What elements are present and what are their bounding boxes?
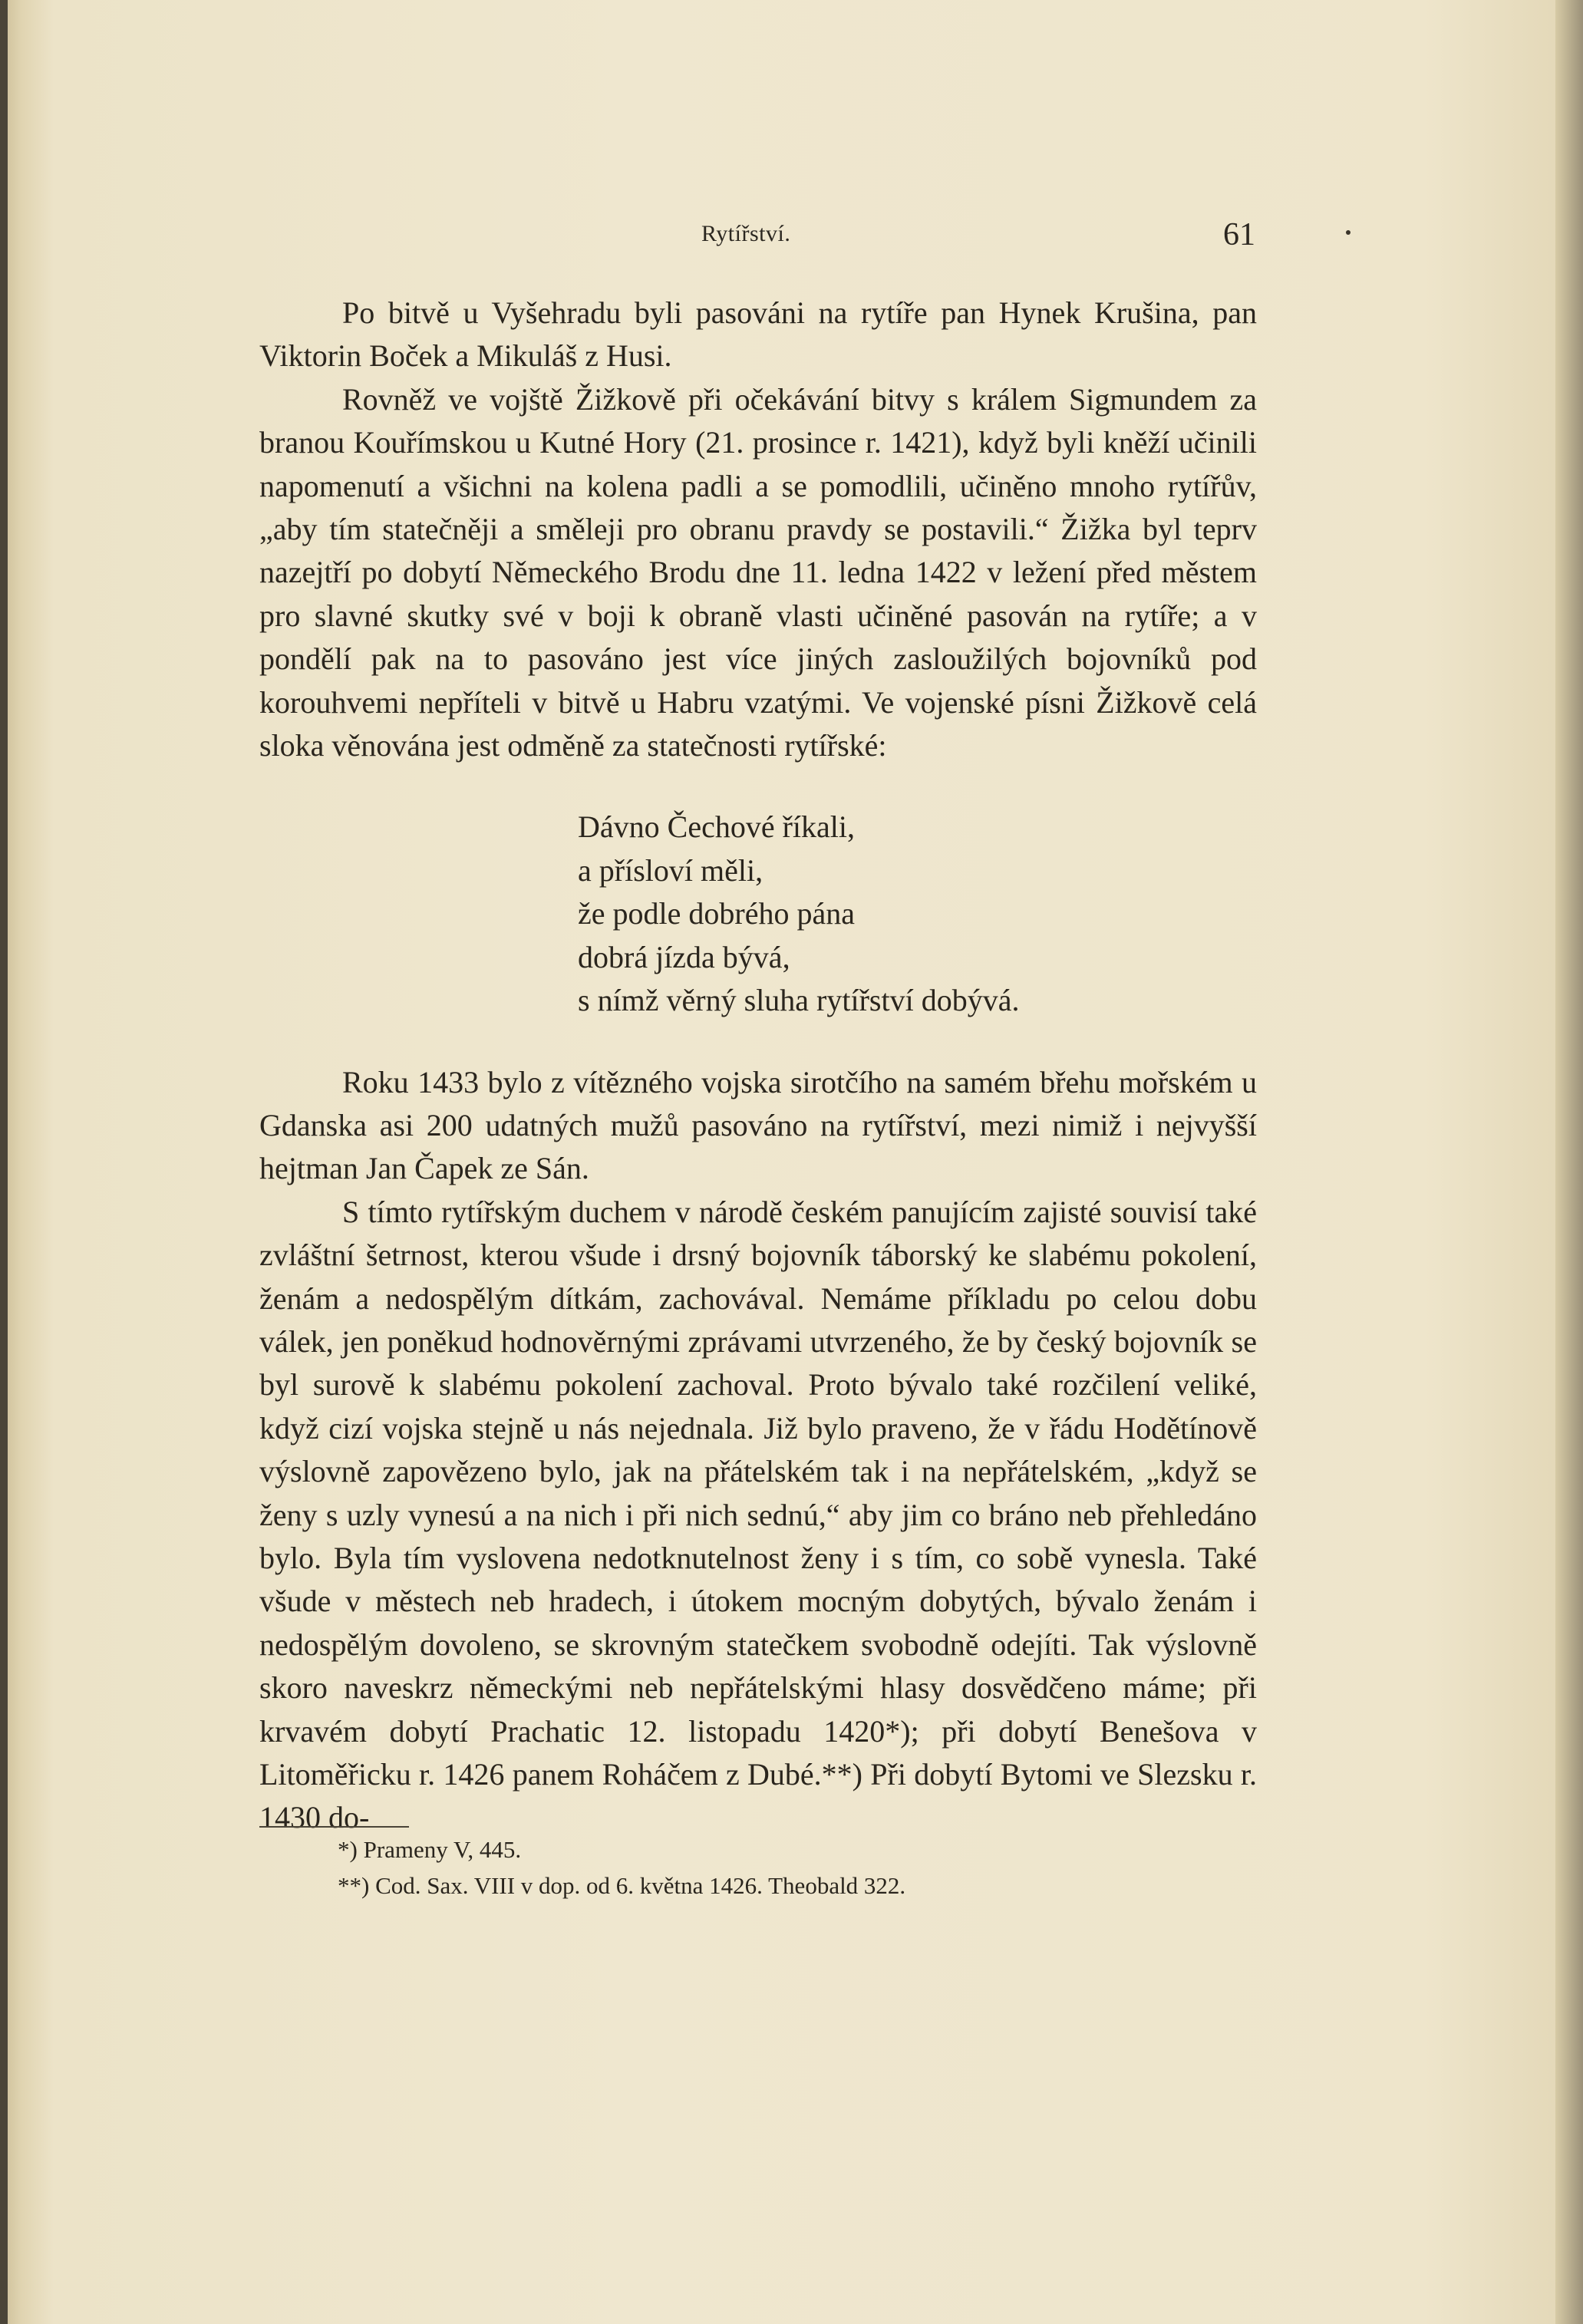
verse-quote (578, 806, 1257, 1022)
page-right-edge (1555, 0, 1583, 2324)
running-head (342, 216, 1255, 255)
paragraph: Po bitvě u Vyšehradu byli pasováni na rytíře pan Hynek Krušina, pan Viktorin Boček a Mikuláš z Husi. (259, 295, 1257, 374)
paragraph: Roku 1433 bylo z vítězného vojska sirotčího na samém břehu mořském u Gdanska asi 200 udatných mužů pasováno na rytířství, mezi nimiž i nejvyšší hejtman Jan Čapek ze Sán. (259, 1064, 1257, 1186)
main-text (259, 292, 1257, 1840)
footnotes (338, 1831, 1220, 1904)
verse-line: Dávno Čechové říkali, (578, 809, 855, 845)
print-dot-mark (1346, 230, 1350, 235)
verse-line: že podle dobrého pána (578, 896, 855, 931)
verse-line: a přísloví měli, (578, 852, 763, 888)
paragraph: S tímto rytířským duchem v národě českém panujícím zajisté souvisí také zvláštní šetrnost, kterou všude i drsný bojovník táborský ke slabému pokolení, ženám a nedospělým dítkám, zachovával. Nemáme příkladu po celou dobu válek, jen poněkud hodnověrnými zprávami utvrzeného, že by český bojovník se byl surově k slabému pokolení zachoval. Proto bývalo také rozčilení veliké, když cizí vojska stejně u nás nejednala. Již bylo praveno, že v řádu Hodětínově výslovně zapovězeno bylo, jak na přátelském tak i na nepřátelském, „když se ženy s uzly vynesú a na nich i při nich sednú,“ aby jim co bráno neb přehledáno bylo. Byla tím vyslovena nedotknutelnost ženy i s tím, co sobě vynesla. Také všude v městech neb hradech, i útokem mocným dobytých, bývalo ženám i nedospělým dovoleno, se skrovným statečkem svobodně odejíti. Tak výslovně skoro naveskrz německými neb nepřátelskými hlasy dosvědčeno máme; při krvavém dobytí Prachatic 12. listopadu 1420*); při dobytí Benešova v Litoměřicku r. 1426 panem Roháčem z Dubé.**) Při dobytí Bytomi ve Slezsku r. 1430 do- (259, 1194, 1257, 1835)
verse-line: s nímž věrný sluha rytířství dobývá. (578, 983, 1020, 1018)
footnote: *) Prameny V, 445. (338, 1836, 522, 1863)
page-gutter-edge (0, 0, 8, 2324)
running-title: Rytířství. (701, 221, 791, 246)
verse-line: dobrá jízda bývá, (578, 939, 790, 974)
paragraph: Rovněž ve vojště Žižkově při očekávání bitvy s králem Sigmundem za branou Kouřímskou u Kutné Hory (21. prosince r. 1421), když byli kněží učinili napomenutí a všichni na kolena padli a se pomodlili, učiněno mnoho rytířův, „aby tím statečněji a směleji pro obranu pravdy se postavili.“ Žižka byl teprv nazejtří po dobytí Německého Brodu dne 11. ledna 1422 v ležení před městem pro slavné skutky své v boji k obraně vlasti učiněné pasován na rytíře; a v pondělí pak na to pasováno jest více jiných zasloužilých bojovníků pod korouhvemi nepříteli v bitvě u Habru vzatými. Ve vojenské písni Žižkově celá sloka věnována jest odměně za statečnosti rytířské: (259, 381, 1257, 763)
page-number: 61 (1223, 217, 1255, 252)
footnote: **) Cod. Sax. VIII v dop. od 6. května 1426. Theobald 322. (338, 1872, 906, 1899)
footnote-rule (259, 1826, 409, 1828)
